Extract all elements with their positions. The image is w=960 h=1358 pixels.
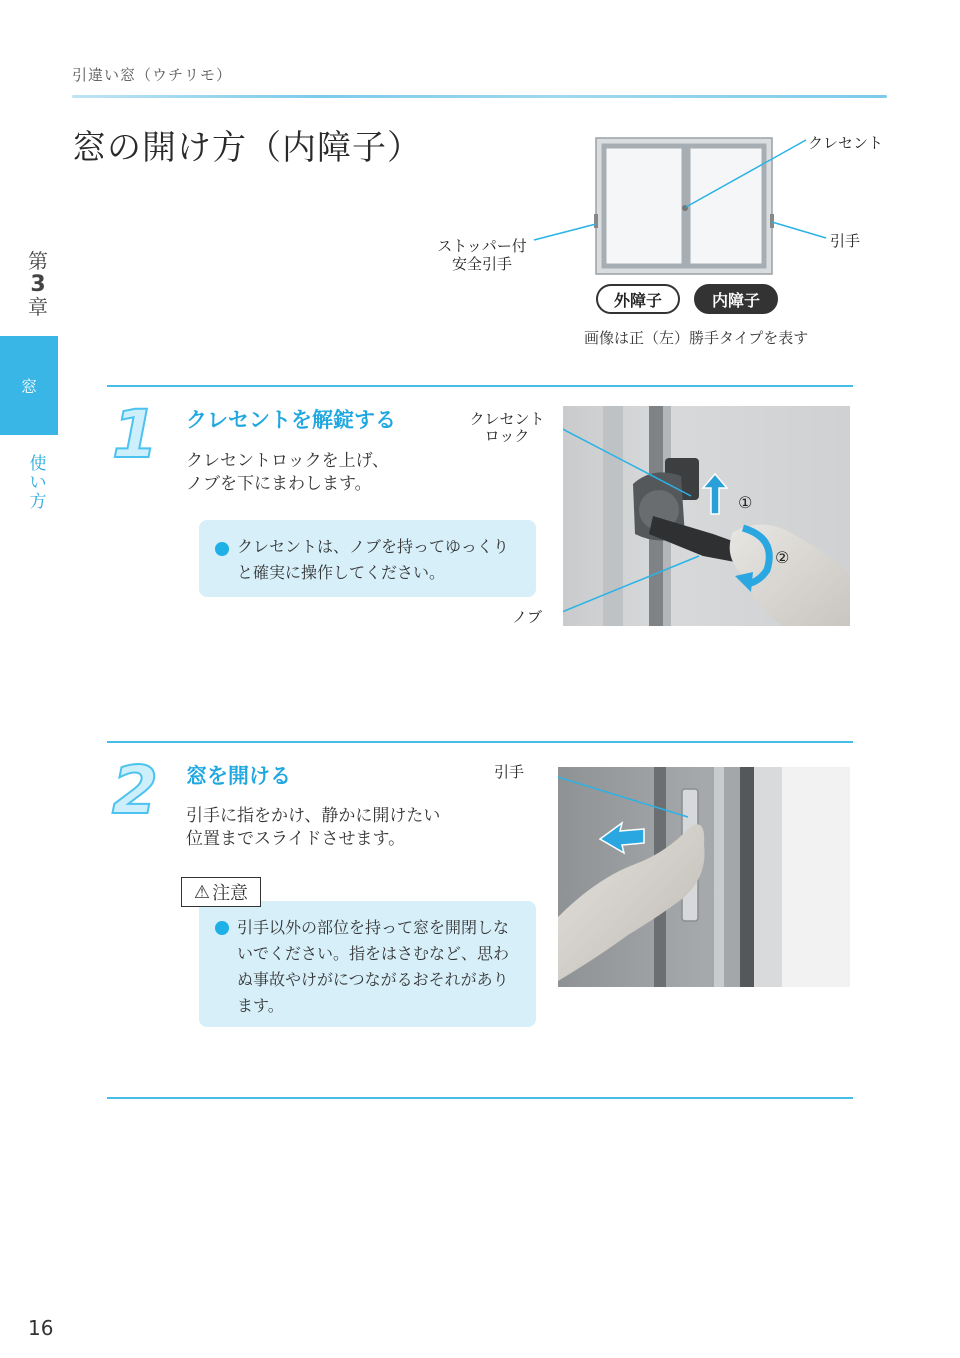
note-line: クレセントは、ノブを持ってゆっくり <box>237 537 509 556</box>
caution-text: 注意 <box>212 883 249 904</box>
caution-box <box>199 901 536 1027</box>
section-divider <box>107 1097 853 1099</box>
step-number-2: 2 <box>112 752 158 829</box>
step-heading-1: クレセントを解錠する <box>186 408 396 432</box>
label-crescent: クレセント <box>808 134 884 152</box>
label-handle: 引手 <box>830 232 861 250</box>
page-number: 16 <box>28 1316 54 1340</box>
diagram-caption: 画像は正（左）勝手タイプを表す <box>584 329 809 347</box>
page-title: 窓の開け方（内障子） <box>72 128 422 168</box>
step-number-1: 1 <box>112 396 158 473</box>
label-crescent-lock-line: ロック <box>484 427 530 445</box>
section-header: 引違い窓（ウチリモ） <box>72 66 233 84</box>
note-box-1 <box>199 520 536 597</box>
label-crescent-lock-line: クレセント <box>469 410 545 428</box>
caution-label <box>181 877 261 907</box>
chapter-indicator <box>22 250 54 319</box>
note-line: と確実に操作してください。 <box>237 563 446 582</box>
stopper-handle-mark <box>594 214 598 228</box>
label-handle-2: 引手 <box>494 763 525 781</box>
note-line: ぬ事故やけがにつながるおそれがあり <box>237 970 509 989</box>
step-body-line: 位置までスライドさせます。 <box>186 829 406 849</box>
label-stopper <box>436 237 528 273</box>
bullet-icon <box>215 921 229 935</box>
bullet-icon <box>215 542 229 556</box>
label-knob: ノブ <box>512 608 543 626</box>
chapter-suffix: 章 <box>28 295 48 319</box>
pill-inner-sash: 内障子 <box>694 284 778 314</box>
tab-usage-char: 使 <box>29 454 47 474</box>
chapter-number: 3 <box>30 272 46 297</box>
label-stopper-line: ストッパー付 <box>437 237 527 255</box>
section-divider <box>107 385 853 387</box>
step-body-line: ノブを下にまわします。 <box>186 474 372 494</box>
note-line: いでください。指をはさむなど、思わ <box>237 944 510 963</box>
tab-window[interactable]: 窓 <box>0 336 58 435</box>
handle-mark <box>770 214 774 228</box>
label-crescent-lock <box>468 411 546 445</box>
section-divider <box>107 741 853 743</box>
header-divider <box>72 95 887 98</box>
step-mark-2: ② <box>775 548 790 567</box>
note-line: ます。 <box>237 996 284 1015</box>
tab-usage-char: 方 <box>29 492 47 512</box>
tab-usage-char: い <box>29 473 47 493</box>
note-line: 引手以外の部位を持って窓を開閉しな <box>237 918 510 937</box>
step-body-line: クレセントロックを上げ、 <box>186 451 389 471</box>
step-body-1 <box>186 450 389 496</box>
step-mark-1: ① <box>738 493 753 512</box>
step-body-2 <box>186 805 440 851</box>
photo-handle <box>558 767 850 987</box>
tab-usage[interactable] <box>26 455 50 512</box>
label-stopper-line: 安全引手 <box>451 255 512 273</box>
warning-icon: ⚠ <box>193 881 211 903</box>
chapter-prefix: 第 <box>28 249 48 273</box>
photo-crescent <box>563 406 850 626</box>
step-heading-2: 窓を開ける <box>186 764 291 788</box>
step-body-line: 引手に指をかけ、静かに開けたい <box>186 806 441 826</box>
pill-outer-sash: 外障子 <box>596 284 680 314</box>
